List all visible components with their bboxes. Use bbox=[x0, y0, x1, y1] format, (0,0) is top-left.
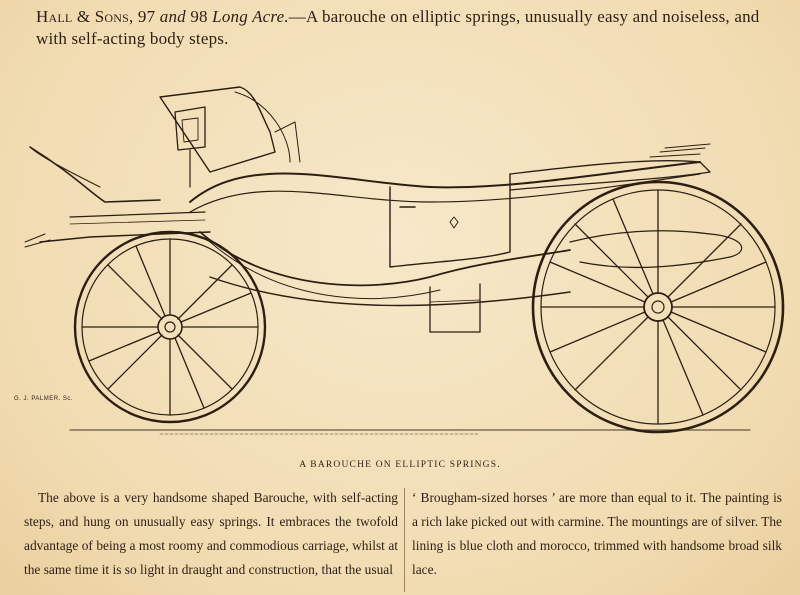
advertisement-heading bbox=[36, 6, 786, 50]
address-number: 97 bbox=[137, 7, 156, 26]
right-paragraph: ‘ Brougham-sized horses ’ are more than equal to it. The painting is a rich lake picked out with carmine. The mountings are of silver. The lining is blue cloth and morocco, trimmed with handsome broad silk lace. bbox=[412, 490, 782, 577]
left-paragraph: The above is a very handsome shaped Barouche, with self-acting steps, and hung on unusually easy springs. It embraces the twofold advantage of being a most roomy and commodious carriage, whilst at the same time it is so light in draught and construction, that the usual bbox=[24, 490, 398, 577]
address-number-2: 98 bbox=[190, 7, 208, 26]
heading-description: —A barouche on elliptic springs, unusually easy and noiseless, and with self-acting body steps. bbox=[36, 7, 760, 48]
column-divider bbox=[404, 488, 405, 592]
firm-name: Hall & Sons, bbox=[36, 7, 134, 26]
barouche-engraving bbox=[10, 62, 790, 452]
figure-caption: A BAROUCHE ON ELLIPTIC SPRINGS. bbox=[299, 460, 501, 470]
article-left-column bbox=[24, 486, 398, 582]
address-and: and bbox=[159, 7, 186, 26]
street-name: Long Acre. bbox=[212, 7, 289, 26]
article-right-column bbox=[412, 486, 782, 582]
engraver-signature: G. J. PALMER. Sc. bbox=[14, 396, 74, 402]
